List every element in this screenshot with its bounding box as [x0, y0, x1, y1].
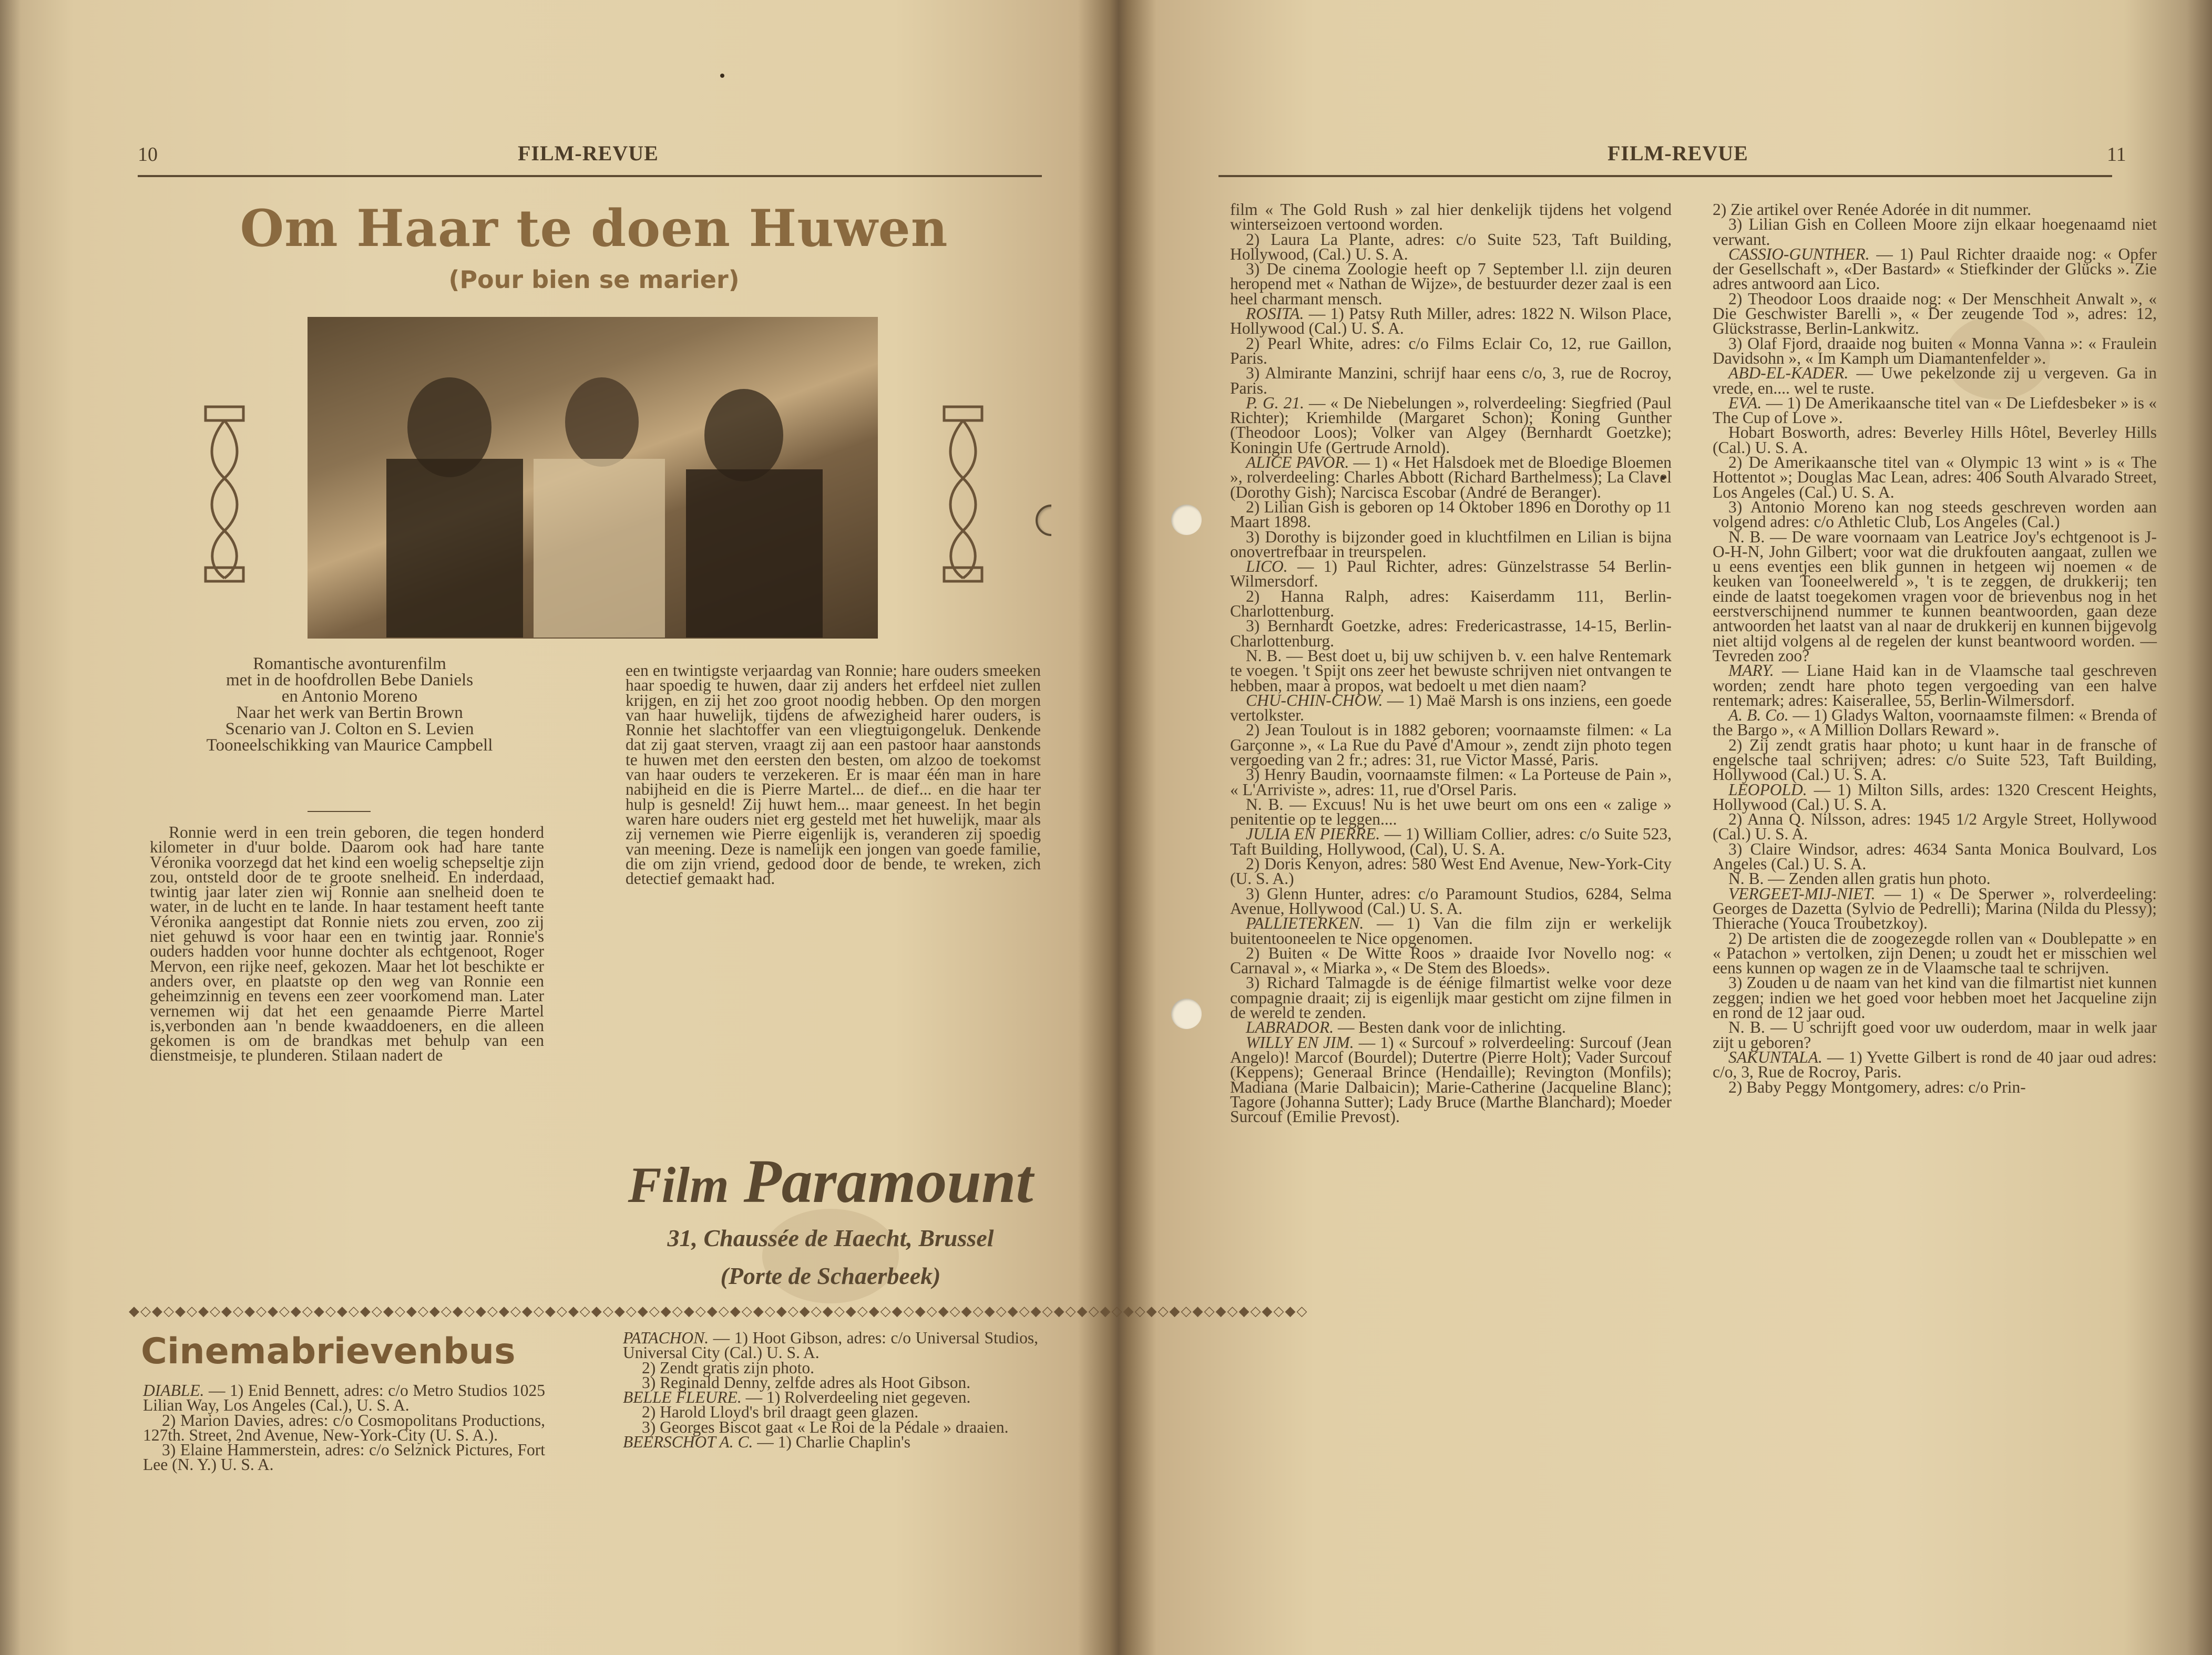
- paramount-advert: [610, 1146, 1051, 1293]
- film-still-photo: [308, 317, 878, 639]
- entry-text: — 1) Maë Marsh is ons inziens, een goede vertolkster.: [1230, 691, 1672, 725]
- entry-text: — 1) Charlie Chaplin's: [757, 1433, 910, 1452]
- entry-text: 2) Zie artikel over Renée Adorée in dit nummer.: [1713, 200, 2032, 219]
- entry-text: 2) Buiten « De Witte Roos » draaide Ivor Novello nog: « Carnaval », « Miarka », « De Stem des Bloeds».: [1230, 943, 1672, 978]
- page-number: 10: [138, 143, 158, 166]
- entry-name: WILLY EN JIM.: [1246, 1033, 1354, 1052]
- credit-line: Scenario van J. Colton en S. Levien: [225, 719, 474, 738]
- binding-hole-edge: [1036, 505, 1067, 536]
- letter-entry: [1230, 497, 1672, 531]
- entry-name: DIABLE.: [143, 1381, 204, 1400]
- letter-entry: [1713, 1077, 2157, 1096]
- letter-entry: [1230, 262, 1672, 306]
- letters-column-4: [1713, 202, 2157, 1095]
- letter-entry: [1713, 455, 2157, 500]
- letter-entry: [1713, 975, 2157, 1020]
- entry-text: 2) De Amerikaansche titel van « Olympic 13 wint » is « The Hottentot »; Douglas Mac Lean, adres: 406 South Alvarado Street, Los Angeles (Cal.) U. S. A.: [1713, 453, 2157, 501]
- letter-entry: [1230, 527, 1672, 561]
- article-subheadline: (Pour bien se marier): [448, 265, 740, 294]
- letter-entry: [1230, 857, 1672, 887]
- entry-text: — Besten dank voor de inlichting.: [1337, 1018, 1566, 1037]
- entry-text: 3) Lilian Gish en Colleen Moore zijn elkaar hoegenaamd niet verwant.: [1713, 215, 2157, 249]
- right-page: [1119, 0, 2212, 1655]
- letter-entry: [1230, 455, 1672, 500]
- letter-entry: [1230, 232, 1672, 262]
- entry-text: — 1) Paul Richter, adres: Günzelstrasse 54 Berlin-Wilmersdorf.: [1230, 557, 1672, 591]
- entry-text: — 1) Patsy Ruth Miller, adres: 1822 N. Wilson Place, Hollywood (Cal.) U. S. A.: [1230, 304, 1672, 338]
- decorative-border: ◆◇◆◇◆◇◆◇◆◇◆◇◆◇◆◇◆◇◆◇◆◇◆◇◆◇◆◇◆◇◆◇◆◇◆◇◆◇◆◇◆◇◆◇◆◇◆◇◆◇◆◇◆◇◆◇◆◇◆◇◆◇◆◇◆◇◆◇◆◇◆◇◆◇◆◇◆◇◆◇◆◇◆◇◆◇◆◇◆◇◆◇◆◇◆◇◆◇◆◇◆◇: [129, 1303, 1308, 1319]
- entry-name: VERGEET-MIJ-NIET.: [1728, 884, 1876, 903]
- entry-text: N. B. — Zenden allen gratis hun photo.: [1728, 869, 1991, 888]
- entry-text: N. B. — De ware voornaam van Leatrice Joy's echtgenoot is J-O-H-N, John Gilbert; voor wat die drukfouten aangaat, zullen we u eens eventjes een blik gunnen in hetgeen wij noemen « de keuken van Tooneelwereld », 't is te zeggen, de drukkerij; ten einde de laatst toegekomen vragen voor de brievenbus nog in het eerstverschijnend nummer te kunnen beantwoorden, gaan deze antwoorden het laatst van al naar de drukkerij en kunnen bijgevolg niet altijd volgens al de regelen der kunst beantwoord worden. — Tevreden zoo?: [1713, 527, 2157, 665]
- letter-entry: [623, 1435, 1038, 1450]
- entry-text: — 1) Enid Bennett, adres: c/o Metro Studios 1025 Lilian Way, Los Angeles (Cal.), U. S. A.: [143, 1381, 545, 1415]
- letter-entry: [623, 1331, 1038, 1361]
- entry-name: LEOPOLD.: [1728, 780, 1807, 799]
- entry-text: N. B. — U schrijft goed voor uw ouderdom, maar in welk jaar zijt u geboren?: [1713, 1018, 2157, 1052]
- entry-text: 3) Claire Windsor, adres: 4634 Santa Monica Boulvard, Los Angeles (Cal.) U. S. A.: [1713, 839, 2157, 873]
- entry-text: 3) De cinema Zoologie heeft op 7 September l.l. zijn deuren heropend met « Nathan de Wijze», de bestuurder dezer zaal is een heel charmant mensch.: [1230, 260, 1672, 308]
- letter-entry: [1230, 559, 1672, 589]
- letter-entry: [1713, 931, 2157, 976]
- credits-divider: [308, 811, 371, 812]
- credit-line: Romantische avonturenfilm: [253, 654, 446, 673]
- letter-entry: [1230, 589, 1672, 619]
- entry-text: 2) Zendt gratis zijn photo.: [642, 1358, 815, 1377]
- letter-entry: [1230, 827, 1672, 857]
- section-title: Cinemabrievenbus: [141, 1331, 516, 1372]
- entry-text: N. B. — Excuus! Nu is het uwe beurt om ons een « zalige » penitentie op te leggen....: [1230, 795, 1672, 829]
- letter-entry: [1713, 735, 2157, 784]
- letter-entry: [1713, 497, 2157, 531]
- entry-name: CHU-CHIN-CHOW.: [1246, 691, 1383, 710]
- entry-text: — 1) De Amerikaansche titel van « De Liefdesbeker » is « The Cup of Love ».: [1713, 393, 2157, 427]
- entry-text: — 1) Yvette Gilbert is rond de 40 jaar oud adres: c/o, 3, Rue de Rocroy, Paris.: [1713, 1047, 2157, 1082]
- credit-line: Naar het werk van Bertin Brown: [236, 703, 463, 722]
- entry-text: 3) Bernhardt Goetzke, adres: Fredericastrasse, 14-15, Berlin-Charlottenburg.: [1230, 616, 1672, 650]
- entry-name: PATACHON.: [623, 1329, 709, 1347]
- entry-text: Hobart Bosworth, adres: Beverley Hills Hôtel, Beverley Hills (Cal.) U. S. A.: [1713, 423, 2157, 457]
- letter-entry: [1230, 916, 1672, 946]
- letter-entry: [1230, 306, 1672, 336]
- entry-text: film « The Gold Rush » zal hier denkelijk tijdens het volgend winterseizoen vertoond worden.: [1230, 200, 1672, 234]
- letter-entry: [1713, 217, 2157, 247]
- binding-hole: [1171, 999, 1202, 1029]
- letter-entry: [143, 1443, 545, 1473]
- entry-text: 2) Laura La Plante, adres: c/o Suite 523, Taft Building, Hollywood, (Cal.) U. S. A.: [1230, 230, 1672, 263]
- entry-text: 2) Doris Kenyon, adres: 580 West End Avenue, New-York-City (U. S. A.): [1230, 855, 1672, 888]
- letter-entry: [1713, 289, 2157, 338]
- letter-entry: [1713, 366, 2157, 396]
- letter-entry: [1713, 663, 2157, 708]
- header-rule: [1218, 175, 2112, 177]
- letter-entry: [1713, 812, 2157, 842]
- entry-text: 3) Richard Talmagde is de éénige filmartist welke voor deze compagnie draait; zij is eigenlijk maar gesticht om zijne filmen in de wereld te zenden.: [1230, 973, 1672, 1022]
- entry-text: 3) Georges Biscot gaat « Le Roi de la Pédale » draaien.: [642, 1417, 1009, 1436]
- entry-text: — Liane Haid kan in de Vlaamsche taal geschreven worden; zendt hare photo tegen vergoeding van een halve rentemark; adres: Kaiserallee, 55, Berlin-Wilmersdorf.: [1713, 661, 2157, 710]
- entry-text: 2) Hanna Ralph, adres: Kaiserdamm 111, Berlin-Charlottenburg.: [1230, 587, 1672, 621]
- entry-text: 3) Almirante Manzini, schrijf haar eens c/o, 3, rue de Rocroy, Paris.: [1230, 364, 1672, 397]
- story-column-2: [626, 663, 1041, 886]
- page-number: 11: [2107, 143, 2126, 166]
- entry-text: — « De Niebelungen », rolverdeeling: Siegfried (Paul Richter); Kriemhilde (Margaret Schon); Koning Gunther (Theodoor Loos); Volker van Algey (Bernhardt Goetzke); Koningin Ufe (Gertrude Arnold).: [1230, 393, 1672, 457]
- entry-text: — 1) William Collier, adres: c/o Suite 523, Taft Building, Hollywood, (Cal), U. S. A.: [1230, 825, 1672, 858]
- letter-entry: [1230, 366, 1672, 396]
- credit-line: en Antonio Moreno: [281, 687, 418, 706]
- letter-entry: [1230, 646, 1672, 695]
- story-paragraph: Ronnie werd in een trein geboren, die tegen honderd kilometer in d'uur bolde. Daarom ook had hare tante Véronika voorzegd dat het kind een woelig schepseltje zijn zou, ontsteld door de te groote snelheid. En inderdaad, twintig jaar later zien wij Ronnie aan snelheid doen te water, in de lucht en te lande. In haar testament heeft tante Véronika aangestipt dat Ronnie niets zou erven, zoo zij niet gehuwd is voor haar een en twintig jaar. Ronnie's ouders hadden voor hunne dochter als echtgenoot, Roger Mervon, een rijke neef, gekozen. Maar het lot beschikte er anders over, en plaatste op den weg van Ronnie een geheimzinnig en tevens een zeer voorkomend man. Later vernemen wij dat het een genaamde Pierre Martel is,verbonden aan 'n bende kwaaddoeners, en die alleen gekomen is om de brandkas met behulp van een dienstmeisje, te plunderen. Stilaan nadert de: [150, 823, 544, 1065]
- header-rule: [138, 175, 1042, 177]
- entry-name: EVA.: [1728, 393, 1762, 412]
- letter-entry: [1230, 797, 1672, 827]
- art-nouveau-ornament-right: [941, 405, 985, 583]
- entry-text: 2) Marion Davies, adres: c/o Cosmopolitans Productions, 127th. Street, 2nd Avenue, New-York-City (U. S. A.).: [143, 1411, 545, 1444]
- entry-name: CASSIO-GUNTHER.: [1728, 244, 1870, 263]
- letter-entry: [1230, 943, 1672, 978]
- letter-entry: [1713, 884, 2157, 933]
- entry-text: 2) Harold Lloyd's bril draagt geen glazen.: [642, 1403, 919, 1422]
- credit-line: met in de hoofdrollen Bebe Daniels: [226, 671, 474, 690]
- entry-text: 3) Antonio Moreno kan nog steeds geschreven worden aan volgend adres: c/o Athletic Club, Los Angeles (Cal.): [1713, 497, 2157, 531]
- entry-text: 2) De artisten die de zoogezegde rollen van « Doublepatte » en « Patachon » vertolken, zijn Denen; u zoudt het er misschien wel eens kunnen op wagen ze in de Vlaamsche taal te schrijven.: [1713, 929, 2157, 978]
- entry-name: MARY.: [1728, 661, 1774, 680]
- entry-text: — Uwe pekelzonde zij u vergeven. Ga in vrede, en.... wel te ruste.: [1713, 364, 2157, 397]
- letter-entry: [1230, 202, 1672, 232]
- credit-line: Tooneelschikking van Maurice Campbell: [206, 736, 493, 755]
- letter-entry: [1713, 393, 2157, 427]
- ad-film-word: Film: [628, 1157, 729, 1213]
- letter-entry: [1230, 393, 1672, 457]
- entry-text: — 1) Hoot Gibson, adres: c/o Universal Studios, Universal City (Cal.) U. S. A.: [623, 1329, 1039, 1362]
- entry-name: LABRADOR.: [1246, 1018, 1334, 1037]
- entry-name: PALLIETERKEN.: [1246, 914, 1364, 933]
- entry-text: 3) Zouden u de naam van het kind van die filmartist niet kunnen zeggen; indien we het goed voor hebben moet het Jacqueline zijn en rond de 12 jaar oud.: [1713, 973, 2157, 1022]
- entry-text: 3) Elaine Hammerstein, adres: c/o Selznick Pictures, Fort Lee (N. Y.) U. S. A.: [143, 1441, 545, 1474]
- story-paragraph: een en twintigste verjaardag van Ronnie; hare ouders smeeken haar spoedig te huwen, daar zij anders het erfdeel niet zullen krijgen, en zij het zoo groot noodig hebben. Op den morgen van haar huwelijk, tijdens de afwezigheid harer ouders, is Ronnie het slachtoffer van een vliegtuigongeluk. Denkende dat zij gaat sterven, vraagt zij aan een pastoor haar aanstonds te huwen met den eersten den besten, om alzoo de toekomst van haar ouders te verzekeren. Er is maar één man in hare nabijheid en die is Pierre Martel... de dief... en die haar ter hulp is gesneld! Zij huwt hem... maar geneest. In het begin waren hare ouders niet erg gesteld met het huwelijk, maar als zij vernemen wie Pierre eigenlijk is, veranderen zij spoedig van meening. Deze is namelijk een jongen van goede familie, die om zijn vriend, gedood door de bende, te wreken, zich detectief gemaakt had.: [626, 661, 1041, 888]
- entry-name: A. B. Co.: [1728, 706, 1789, 725]
- entry-name: SAKUNTALA.: [1728, 1047, 1822, 1066]
- letter-entry: [1713, 1020, 2157, 1050]
- letters-column-1: [143, 1383, 545, 1473]
- letter-entry: [1713, 244, 2157, 293]
- letter-entry: [1230, 723, 1672, 767]
- letters-column-2: [623, 1331, 1038, 1450]
- entry-text: — 1) Rolverdeeling niet gegeven.: [745, 1388, 971, 1407]
- film-still-figures: [308, 317, 878, 639]
- entry-name: ABD-EL-KADER.: [1728, 364, 1849, 383]
- entry-text: 2) Jean Toulout is in 1882 geboren; voornaamste filmen: « La Garçonne », « La Rue du Pavé d'Amour », zendt zijn photo tegen vergoeding van 2 fr.; adres: 31, rue Victor Massé, Paris.: [1230, 721, 1672, 769]
- entry-text: 3) Dorothy is bijzonder goed in kluchtfilmen en Lilian is bijna onovertrefbaar in treurspelen.: [1230, 527, 1672, 561]
- entry-name: LICO.: [1246, 557, 1288, 576]
- letter-entry: [1230, 336, 1672, 366]
- letter-entry: [1713, 336, 2157, 366]
- story-column-1: [150, 825, 544, 1063]
- entry-text: — 1) Gladys Walton, voornaamste filmen: « Brenda of the Bargo », « A Million Dollars Reward ».: [1713, 706, 2157, 739]
- letter-entry: [143, 1383, 545, 1413]
- entry-text: 3) Henry Baudin, voornaamste filmen: « La Porteuse de Pain », « L'Arriviste », adres: 11, rue d'Orsel Paris.: [1230, 765, 1672, 799]
- letter-entry: [1713, 839, 2157, 873]
- letter-entry: [1230, 975, 1672, 1020]
- entry-text: 2) Zij zendt gratis haar photo; u kunt haar in de fransche of engelsche taal schrijven; adres: c/o Suite 523, Taft Building, Hollywood (Cal.) U. S. A.: [1713, 735, 2157, 784]
- letter-entry: [1713, 708, 2157, 738]
- art-nouveau-ornament-left: [202, 405, 247, 583]
- entry-text: — 1) « De Sperwer », rolverdeeling: Georges de Dazetta (Sylvio de Pedrelli); Marina (Nilda du Plessy); Thierache (Youca Troubetzkoy).: [1713, 884, 2157, 933]
- entry-text: 2) Lilian Gish is geboren op 14 Oktober 1896 en Dorothy op 11 Maart 1898.: [1230, 497, 1672, 531]
- entry-text: 3) Reginald Denny, zelfde adres als Hoot Gibson.: [642, 1373, 971, 1392]
- letter-entry: [143, 1413, 545, 1443]
- running-head: FILM-REVUE: [1607, 141, 1748, 165]
- entry-text: 2) Pearl White, adres: c/o Films Eclair Co, 12, rue Gaillon, Paris.: [1230, 334, 1672, 367]
- article-headline: Om Haar te doen Huwen: [240, 199, 948, 258]
- ad-district: (Porte de Schaerbeek): [720, 1262, 941, 1289]
- entry-name: JULIA EN PIERRE.: [1246, 825, 1380, 844]
- letters-column-3: [1230, 202, 1672, 1124]
- binding-hole: [1171, 505, 1202, 535]
- entry-text: 2) Theodoor Loos draaide nog: « Der Menschheit Anwalt », « Die Geschwister Barelli », « Der zeugende Tod », adres: 12, Glückstrasse, Berlin-Lankwitz.: [1713, 289, 2157, 338]
- entry-text: N. B. — Best doet u, bij uw schijven b. v. een halve Rentemark te voegen. 't Spijt ons zeer het bewuste schrijven niet ontvangen te hebben, maar à propos, wat bedoelt u met dien naam?: [1230, 646, 1672, 695]
- entry-name: ALICE PAVOR.: [1246, 453, 1349, 472]
- entry-text: — 1) Paul Richter draaide nog: « Opfer der Gesellschaft », «Der Bastard» « Stiefkinder der Glücks ». Zie adres antwoord aan Lico.: [1713, 244, 2157, 293]
- entry-name: P. G. 21.: [1246, 393, 1305, 412]
- letter-entry: [1230, 1035, 1672, 1125]
- letter-entry: [1230, 693, 1672, 723]
- letter-entry: [1713, 527, 2157, 665]
- film-credits: [145, 656, 555, 754]
- entry-text: — 1) Milton Sills, ardes: 1320 Crescent Heights, Hollywood (Cal.) U. S. A.: [1713, 780, 2157, 814]
- entry-name: BELLE FLEURE.: [623, 1388, 742, 1407]
- letter-entry: [1713, 780, 2157, 814]
- letter-entry: [1230, 616, 1672, 650]
- ad-brand-logo: Paramount: [743, 1147, 1033, 1216]
- entry-text: 2) Baby Peggy Montgomery, adres: c/o Prin-: [1728, 1077, 2026, 1096]
- entry-text: — 1) « Het Halsdoek met de Bloedige Bloemen », rolverdeeling: Charles Abbott (Richard Barthelmess); La Clavel (Dorothy Gish); Narcisca Escobar (André de Beranger).: [1230, 453, 1672, 501]
- entry-text: — 1) « Surcouf » rolverdeeling: Surcouf (Jean Angelo)! Marcof (Bourdel); Dutertre (Pierre Holt); Vader Surcouf (Keppens); Generaal Brince (Hendaille); Revington (Monfils); Madiana (Marie Dalbaicin); Marie-Catherine (Jacqueline Blanc); Tagore (Johanna Sutter); Lady Bruce (Marthe Blanchard); Moeder Surcouf (Emilie Prevost).: [1230, 1033, 1672, 1126]
- entry-name: ROSITA.: [1246, 304, 1304, 323]
- running-head: FILM-REVUE: [518, 141, 659, 165]
- letter-entry: [1713, 1047, 2157, 1082]
- ad-address: 31, Chaussée de Haecht, Brussel: [667, 1225, 994, 1251]
- letter-entry: [1713, 425, 2157, 455]
- entry-text: — 1) Van die film zijn er werkelijk buitentooneelen te Nice opgenomen.: [1230, 914, 1672, 948]
- entry-text: 2) Anna Q. Nilsson, adres: 1945 1/2 Argyle Street, Hollywood (Cal.) U. S. A.: [1713, 810, 2157, 844]
- entry-text: 3) Glenn Hunter, adres: c/o Paramount Studios, 6284, Selma Avenue, Hollywood (Cal.) U. S. A.: [1230, 884, 1672, 918]
- letter-entry: [1230, 767, 1672, 797]
- entry-name: BEERSCHOT A. C.: [623, 1433, 753, 1452]
- entry-text: 3) Olaf Fjord, draaide nog buiten « Monna Vanna »: « Fraulein Davidsohn », « Im Kamph um Diamantenfelder ».: [1713, 334, 2157, 367]
- letter-entry: [1230, 884, 1672, 918]
